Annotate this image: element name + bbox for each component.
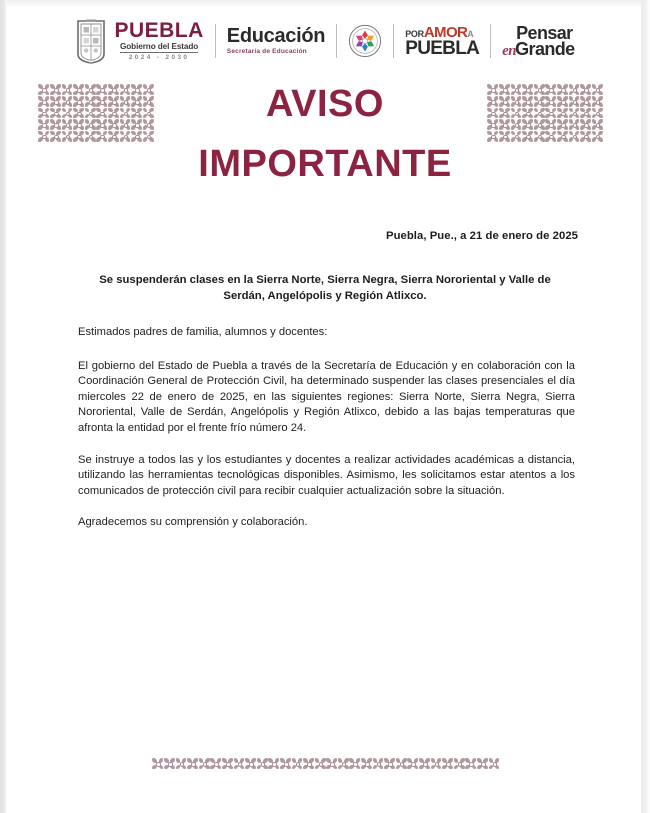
four-petal-diamond-motif [326, 758, 338, 770]
logo-divider [336, 24, 337, 58]
subject-heading: Se suspenderán clases en la Sierra Norte, Sierra Negra, Sierra Nororiental y Valle de Serdán, Angelópolis y Región Atlixco. [99, 274, 551, 302]
four-petal-diamond-motif [291, 758, 303, 770]
logo-divider [393, 24, 394, 58]
puebla-word: PUEBLA [114, 19, 204, 43]
decorative-motif-strip-footer [152, 758, 500, 770]
four-petal-diamond-motif [453, 758, 465, 770]
four-petal-diamond-motif [152, 758, 164, 770]
four-petal-diamond-motif [361, 758, 373, 770]
paragraph-1: El gobierno del Estado de Puebla a través de la Secretaría de Educación y en colaboración con la Coordinación General de Protección Civil, ha determinado suspender las clases presenciales el día miercoles 22 de enero de 2025, en las siguientes regiones: Sierra Norte, Sierra Negra, Sierra Nororiental, Valle de Serdán, Angelópolis y Región Atlixco, debido a las bajas temperaturas que afronta la entidad por el frente frío número 24. [78, 359, 575, 434]
header-logo-bar [0, 12, 650, 70]
colorful-circular-emblem-icon [348, 24, 382, 58]
four-petal-diamond-motif [477, 758, 489, 770]
puebla-subtitle: Gobierno del Estado [120, 43, 198, 53]
page-title [0, 82, 650, 186]
four-petal-diamond-motif [222, 758, 234, 770]
por-word: POR [405, 28, 424, 39]
four-petal-diamond-motif [430, 758, 442, 770]
logo-divider [215, 24, 216, 58]
four-petal-diamond-motif [164, 758, 176, 770]
puebla-state-shield-icon [75, 18, 107, 65]
four-petal-diamond-motif [187, 758, 199, 770]
por-amor-wordmark [405, 25, 479, 58]
title-line-importante: IMPORTANTE [198, 143, 452, 185]
four-petal-diamond-motif [465, 758, 477, 770]
educacion-word: Educación [226, 25, 326, 48]
puebla-wordmark [114, 20, 203, 61]
four-petal-diamond-motif [349, 758, 361, 770]
four-petal-diamond-motif [372, 758, 384, 770]
grande-word: Grande [515, 38, 575, 59]
greeting-line: Estimados padres de familia, alumnos y docentes: [78, 326, 328, 338]
pensar-wordmark [502, 24, 574, 59]
logo-puebla-gobierno [75, 18, 203, 65]
four-petal-diamond-motif [314, 758, 326, 770]
a-word: A [467, 28, 474, 39]
educacion-subtitle: Secretaría de Educación [226, 48, 307, 56]
four-petal-diamond-motif [407, 758, 419, 770]
body-text [78, 325, 575, 547]
four-petal-diamond-motif [303, 758, 315, 770]
logo-por-amor-a-puebla [405, 25, 479, 58]
pensar-word: Pensar [516, 22, 573, 43]
paragraph-2: Se instruye a todos las y los estudiantes y docentes a realizar actividades académicas a distancia, utilizando las herramientas tecnológicas disponibles. Asimismo, les solicitamos estar atentos a los comunicados de protección civil para recibir cualquier actualización sobre la situación. [78, 453, 575, 497]
four-petal-diamond-motif [268, 758, 280, 770]
four-petal-diamond-motif [488, 758, 500, 770]
title-line-aviso: AVISO [266, 83, 384, 125]
four-petal-diamond-motif [280, 758, 292, 770]
dateline: Puebla, Pue., a 21 de enero de 2025 [385, 230, 578, 242]
puebla-years: 2024 - 2030 [128, 54, 190, 62]
four-petal-diamond-motif [233, 758, 245, 770]
logo-divider [490, 24, 491, 58]
four-petal-diamond-motif [442, 758, 454, 770]
en-word: en [502, 42, 517, 59]
four-petal-diamond-motif [175, 758, 187, 770]
logo-pensar-en-grande [502, 24, 574, 59]
four-petal-diamond-motif [338, 758, 350, 770]
paragraph-3: Agradecemos su comprensión y colaboración. [78, 516, 308, 529]
four-petal-diamond-motif [210, 758, 222, 770]
four-petal-diamond-motif [256, 758, 268, 770]
educacion-wordmark [227, 26, 325, 56]
four-petal-diamond-motif [395, 758, 407, 770]
page-edge-top [0, 0, 650, 6]
amor-word: AMOR [423, 23, 468, 41]
four-petal-diamond-motif [419, 758, 431, 770]
puebla-word-amor: PUEBLA [405, 37, 480, 59]
four-petal-diamond-motif [384, 758, 396, 770]
four-petal-diamond-motif [198, 758, 210, 770]
logo-secretaria-educacion [227, 26, 325, 56]
four-petal-diamond-motif [245, 758, 257, 770]
